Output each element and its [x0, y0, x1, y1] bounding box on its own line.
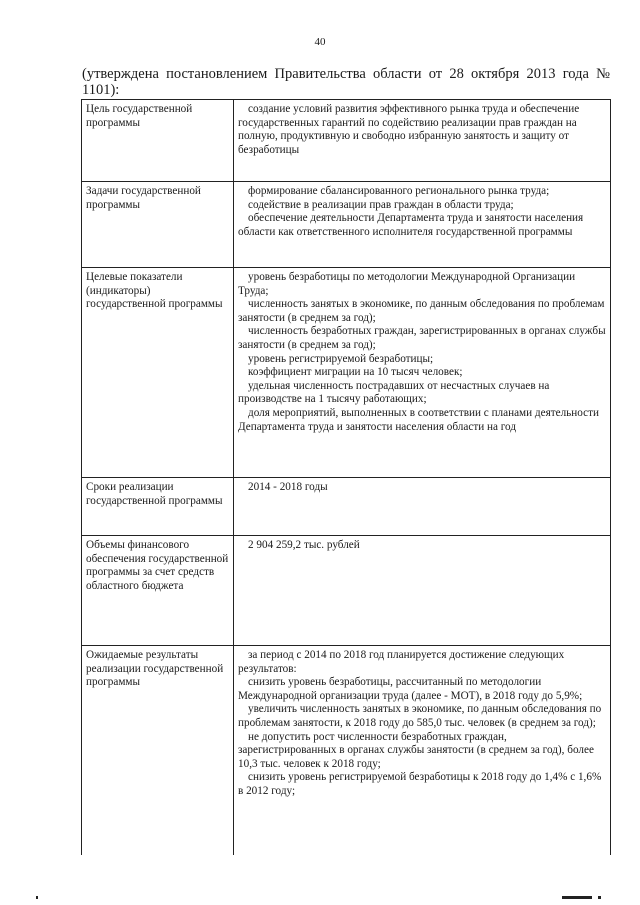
scan-mark — [562, 896, 592, 899]
value-paragraph: 2 904 259,2 тыс. рублей — [248, 539, 360, 551]
intro-text: (утверждена постановлением Правительства области от 28 октября 2013 года № 1101): — [82, 66, 610, 98]
value-paragraph: содействие в реализации прав граждан в области труда; — [248, 198, 514, 211]
row-label: Сроки реализации государственной программы — [82, 478, 234, 536]
value-paragraph: уровень регистрируемой безработицы; — [248, 352, 434, 365]
row-value — [234, 646, 611, 856]
value-paragraph: снизить уровень регистрируемой безработицы к 2018 году до 1,4% с 1,6% в 2012 году; — [238, 771, 602, 797]
row-label: Ожидаемые результаты реализации государственной программы — [82, 646, 234, 856]
row-value — [234, 536, 611, 646]
table-row-results — [82, 646, 611, 856]
value-paragraph: увеличить численность занятых в экономике, по данным обследования по проблемам занятости, к 2018 году до 585,0 тыс. человек (в среднем за год); — [238, 703, 602, 729]
table-row-funding — [82, 536, 611, 646]
scan-mark — [36, 896, 38, 899]
value-paragraph: за период с 2014 по 2018 год планируется достижение следующих результатов: — [238, 649, 565, 675]
value-paragraph: 2014 - 2018 годы — [248, 481, 328, 493]
value-paragraph: удельная численность пострадавших от несчастных случаев на производстве на 1 тысячу работающих; — [238, 379, 550, 406]
value-paragraph: численность занятых в экономике, по данным обследования по проблемам занятости (в среднем за год); — [238, 298, 605, 324]
table-row-indicators — [82, 268, 611, 478]
row-label: Задачи государственной программы — [82, 182, 234, 268]
program-passport-table — [81, 99, 611, 855]
value-paragraph: коэффициент миграции на 10 тысяч человек; — [248, 366, 463, 379]
row-value — [234, 182, 611, 268]
value-paragraph: обеспечение деятельности Департамента труда и занятости населения области как ответственного исполнителя государственной программы — [238, 212, 584, 238]
value-paragraph: формирование сбалансированного регионального рынка труда; — [248, 185, 550, 197]
table-row-goal — [82, 100, 611, 182]
table-row-tasks — [82, 182, 611, 268]
value-paragraph: доля мероприятий, выполненных в соответствии с планами деятельности Департамента труда и занятости населения области на год — [238, 406, 599, 433]
value-paragraph: создание условий развития эффективного рынка труда и обеспечение государственных гарантий по содействию реализации прав граждан на полную, продуктивную и свободно избранную занятость и защиту от безработицы — [238, 103, 580, 156]
page-number: 40 — [314, 36, 326, 48]
row-label: Объемы финансового обеспечения государственной программы за счет средств областного бюджета — [82, 536, 234, 646]
value-paragraph: снизить уровень безработицы, рассчитанный по методологии Международной организации труда (далее - МОТ), в 2018 году до 5,9%; — [238, 676, 583, 702]
value-paragraph: уровень безработицы по методологии Международной Организации Труда; — [238, 271, 576, 297]
row-label: Цель государственной программы — [82, 100, 234, 182]
value-paragraph: численность безработных граждан, зарегистрированных в органах службы занятости (в среднем за год); — [238, 325, 606, 351]
scan-mark — [598, 896, 601, 899]
row-label: Целевые показатели (индикаторы) государственной программы — [82, 268, 234, 478]
value-paragraph: не допустить рост численности безработных граждан, зарегистрированных в органах службы занятости (в среднем за год), более 10,3 тыс. человек к 2018 году; — [238, 730, 594, 770]
row-value — [234, 268, 611, 478]
table-row-terms — [82, 478, 611, 536]
row-value — [234, 100, 611, 182]
row-value — [234, 478, 611, 536]
